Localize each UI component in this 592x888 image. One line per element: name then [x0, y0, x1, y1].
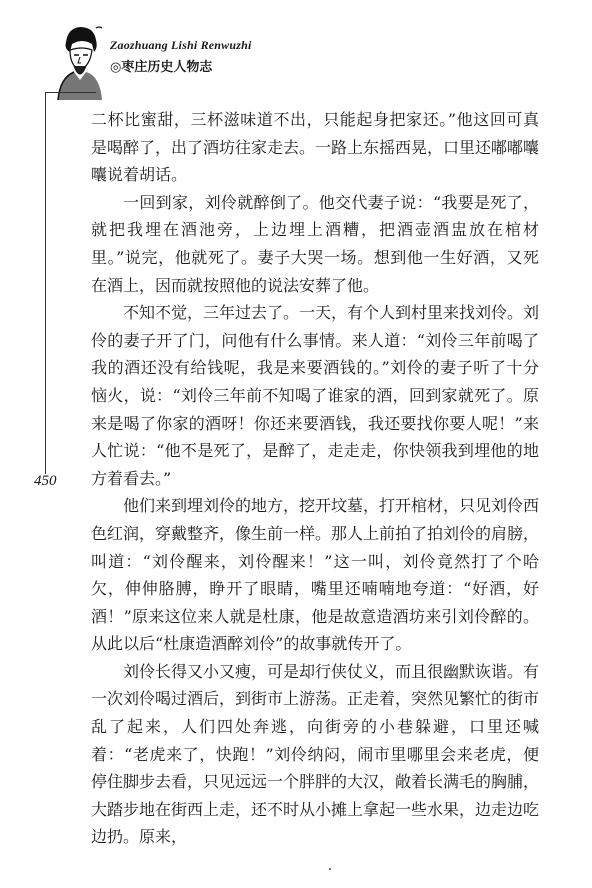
paragraph: 刘伶长得又小又瘦，可是却行侠仗义，而且很幽默诙谐。有一次刘伶喝过酒后，到街市上游荡。正走着，突然见繁忙的街市乱了起来，人们四处奔逃，向街旁的小巷躲避，口里还喊着：“老虎来了，快跑！”刘伶纳闷，闹市里哪里会来老虎，便停住脚步去看，只见远远一个胖胖的大汉，敞着长满毛的胸脯，大踏步地在街西上走，还不时从小摊上拿起一些水果，边走边吃边扔。原来，	[91, 661, 540, 847]
header-rule	[46, 92, 96, 93]
series-title-latin: Zaozhuang Lishi Renwuzhi	[110, 38, 252, 52]
paragraph: 一回到家，刘伶就醉倒了。他交代妻子说：“我要是死了，就把我埋在酒池旁，上边埋上酒糟，把酒壶酒盅放在棺材里。”说完，他就死了。妻子大哭一场。想到他一生好酒，又死在酒上，因而就按照他的说法安葬了他。	[91, 192, 539, 295]
paragraph: 他们来到埋刘伶的地方，挖开坟墓，打开棺材，只见刘伶西色红润，穿戴整齐，像生前一样。那人上前拍了拍刘伶的肩膀，叫道：“刘伶醒来，刘伶醒来！”这一叫，刘伶竟然打了个哈欠，伸伸胳膊，睁开了眼睛，嘴里还喃喃地夸道：“好酒，好酒！”原来这位来人就是杜康，他是故意造酒坊来引刘伶醉的。从此以后“杜康造酒醉刘伶”的故事就传开了。	[91, 496, 540, 654]
series-title-chinese: ◎枣庄历史人物志	[110, 60, 213, 75]
running-header	[0, 0, 592, 110]
paragraph: 二杯比蜜甜，三杯滋味道不出，只能起身把家还。”他这回可真是喝醉了，出了酒坊往家走去。一路上东摇西晃，口里还嘟嘟囔囔说着胡话。	[91, 110, 540, 185]
body-text	[91, 106, 539, 851]
scan-speck	[329, 868, 331, 870]
portrait-icon	[52, 22, 106, 100]
margin-rule	[45, 92, 46, 474]
page-number: 450	[34, 473, 57, 489]
paragraph: 不知不觉，三年过去了。一天，有个人到村里来找刘伶。刘伶的妻子开了门，问他有什么事情。来人道：“刘伶三年前喝了我的酒还没有给钱呢，我是来要酒钱的。”刘伶的妻子听了十分恼火，说：“刘伶三年前不知喝了谁家的酒，回到家就死了。原来是喝了你家的酒呀！你还来要酒钱，我还要找你要人呢！”来人忙说：“他不是死了，是醉了，走走走，你快领我到埋他的地方着看去。”	[91, 303, 540, 488]
